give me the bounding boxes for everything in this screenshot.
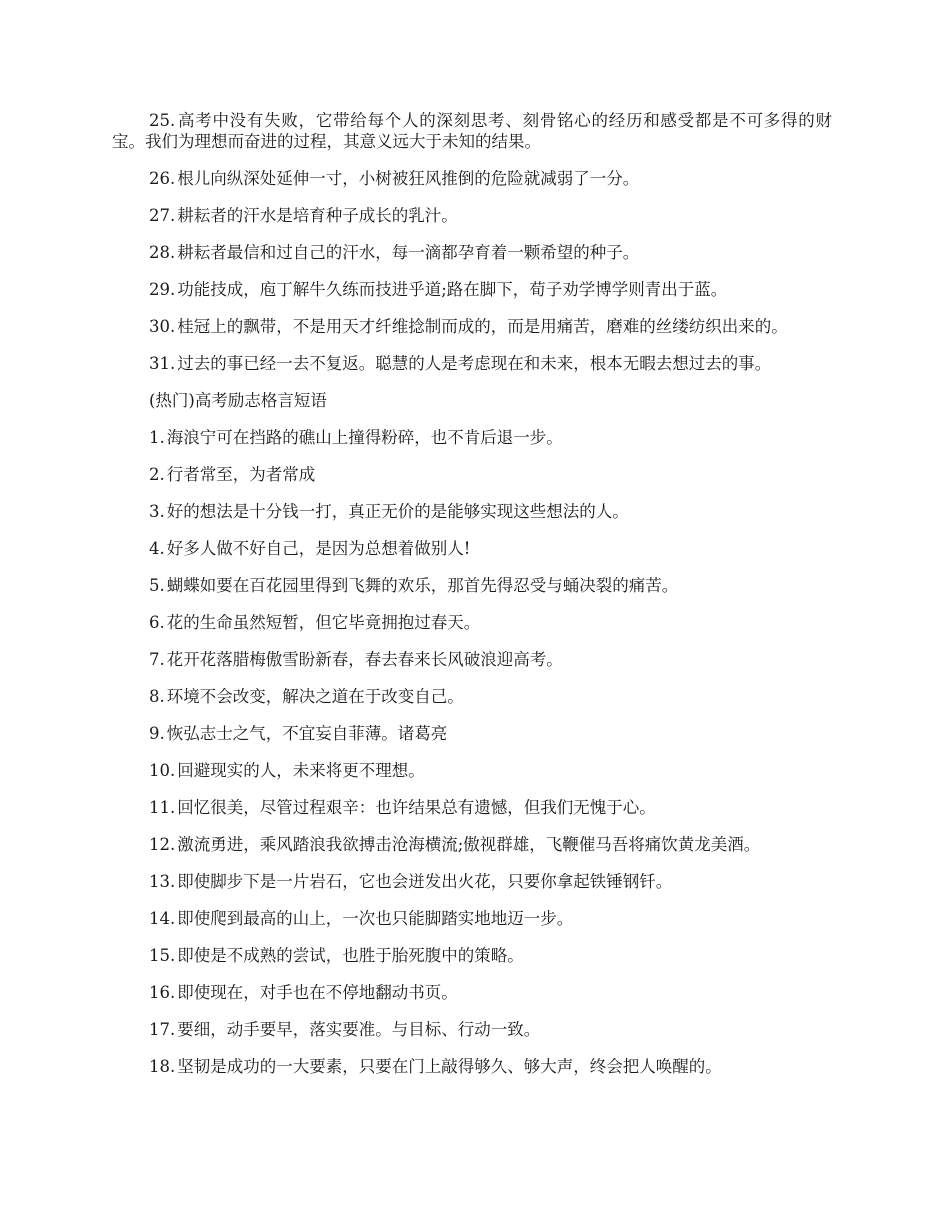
- paragraph-number: 29.: [149, 280, 176, 299]
- paragraph-number: 13.: [149, 872, 176, 891]
- paragraph-text: 桂冠上的飘带，不是用天才纤维捻制而成的，而是用痛苦，磨难的丝缕纺织出来的。: [177, 317, 788, 336]
- paragraph-number: 2.: [149, 465, 165, 484]
- paragraph-number: 9.: [149, 724, 165, 743]
- paragraph-number: 16.: [149, 983, 176, 1002]
- paragraph-number: 12.: [149, 835, 176, 854]
- paragraph-text: 蝴蝶如要在百花园里得到飞舞的欢乐，那首先得忍受与蛹决裂的痛苦。: [166, 576, 679, 595]
- paragraph-3: [112, 501, 832, 522]
- paragraph-10: [112, 760, 832, 781]
- paragraph-12: [112, 834, 832, 855]
- paragraph-text: 即使爬到最高的山上，一次也只能脚踏实地地迈一步。: [177, 909, 574, 928]
- paragraph-1: [112, 427, 832, 448]
- paragraph-text: 过去的事已经一去不复返。聪慧的人是考虑现在和未来，根本无暇去想过去的事。: [177, 354, 772, 373]
- paragraph-number: 4.: [149, 539, 165, 558]
- paragraph-number: 18.: [149, 1057, 176, 1076]
- paragraph-16: [112, 982, 832, 1003]
- paragraph-7: [112, 649, 832, 670]
- paragraph-text: 即使现在，对手也在不停地翻动书页。: [177, 983, 458, 1002]
- paragraph-text: 好多人做不好自己，是因为总想着做别人!: [166, 539, 471, 558]
- paragraph-30: [112, 316, 832, 337]
- paragraph-text: 激流勇进，乘风踏浪我欲搏击沧海横流;傲视群雄，飞鞭催马吾将痛饮黄龙美酒。: [177, 835, 761, 854]
- paragraph-number: 6.: [149, 613, 165, 632]
- paragraph-text: 即使是不成熟的尝试，也胜于胎死腹中的策略。: [177, 946, 524, 965]
- paragraph-15: [112, 945, 832, 966]
- paragraph-text: 耕耘者最信和过自己的汗水，每一滴都孕育着一颗希望的种子。: [177, 243, 640, 262]
- paragraph-text: 要细，动手要早，落实要准。与目标、行动一致。: [177, 1020, 541, 1039]
- paragraph-number: 10.: [149, 761, 176, 780]
- paragraph-number: 26.: [149, 169, 176, 188]
- paragraph-number: 31.: [149, 354, 176, 373]
- paragraph-number: 1.: [149, 428, 165, 447]
- paragraph-text: 功能技成，庖丁解牛久练而技进乎道;路在脚下，荀子劝学博学则青出于蓝。: [177, 280, 728, 299]
- paragraph-text: 耕耘者的汗水是培育种子成长的乳汁。: [177, 206, 458, 225]
- paragraph-27: [112, 205, 832, 226]
- paragraph-text: 根儿向纵深处延伸一寸，小树被狂风推倒的危险就减弱了一分。: [177, 169, 640, 188]
- paragraph-8: [112, 686, 832, 707]
- paragraph-text: 回忆很美，尽管过程艰辛：也许结果总有遗憾，但我们无愧于心。: [177, 798, 656, 817]
- paragraph-26: [112, 168, 832, 189]
- paragraph-number: 17.: [149, 1020, 176, 1039]
- paragraph-number: 5.: [149, 576, 165, 595]
- paragraph-text: 即使脚步下是一片岩石，它也会迸发出火花，只要你拿起铁锤钢钎。: [177, 872, 673, 891]
- paragraph-17: [112, 1019, 832, 1040]
- paragraph-text: 恢弘志士之气，不宜妄自菲薄。诸葛亮: [166, 724, 448, 743]
- paragraph-13: [112, 871, 832, 892]
- section-heading: [112, 390, 832, 411]
- paragraph-number: 15.: [149, 946, 176, 965]
- paragraph-number: 30.: [149, 317, 176, 336]
- paragraph-5: [112, 575, 832, 596]
- paragraph-9: [112, 723, 832, 744]
- paragraph-28: [112, 242, 832, 263]
- paragraph-14: [112, 908, 832, 929]
- paragraph-4: [112, 538, 832, 559]
- paragraph-text: 行者常至，为者常成: [166, 465, 316, 484]
- paragraph-text: 花的生命虽然短暂，但它毕竟拥抱过春天。: [166, 613, 481, 632]
- paragraph-text: 海浪宁可在挡路的礁山上撞得粉碎，也不肯后退一步。: [166, 428, 563, 447]
- paragraph-text: 环境不会改变，解决之道在于改变自己。: [166, 687, 464, 706]
- paragraph-number: 27.: [149, 206, 176, 225]
- paragraph-number: 3.: [149, 502, 165, 521]
- paragraph-number: 8.: [149, 687, 165, 706]
- paragraph-text: 花开花落腊梅傲雪盼新春，春去春来长风破浪迎高考。: [166, 650, 563, 669]
- paragraph-6: [112, 612, 832, 633]
- paragraph-31: [112, 353, 832, 374]
- paragraph-number: 14.: [149, 909, 176, 928]
- paragraph-25: [112, 110, 832, 152]
- paragraph-text: 坚韧是成功的一大要素，只要在门上敲得够久、够大声，终会把人唤醒的。: [177, 1057, 722, 1076]
- paragraph-text: 高考中没有失败，它带给每个人的深刻思考、刻骨铭心的经历和感受都是不可多得的财宝。我们为理想而奋进的过程，其意义远大于未知的结果。: [112, 111, 832, 151]
- paragraph-number: 7.: [149, 650, 165, 669]
- paragraph-29: [112, 279, 832, 300]
- document-body: [112, 110, 832, 1093]
- paragraph-number: 25.: [149, 111, 176, 130]
- paragraph-text: 回避现实的人，未来将更不理想。: [177, 761, 425, 780]
- paragraph-number: 11.: [149, 798, 176, 817]
- paragraph-number: 28.: [149, 243, 176, 262]
- paragraph-18: [112, 1056, 832, 1077]
- section-heading-text: (热门)高考励志格言短语: [149, 391, 327, 410]
- paragraph-text: 好的想法是十分钱一打，真正无价的是能够实现这些想法的人。: [166, 502, 629, 521]
- paragraph-11: [112, 797, 832, 818]
- paragraph-2: [112, 464, 832, 485]
